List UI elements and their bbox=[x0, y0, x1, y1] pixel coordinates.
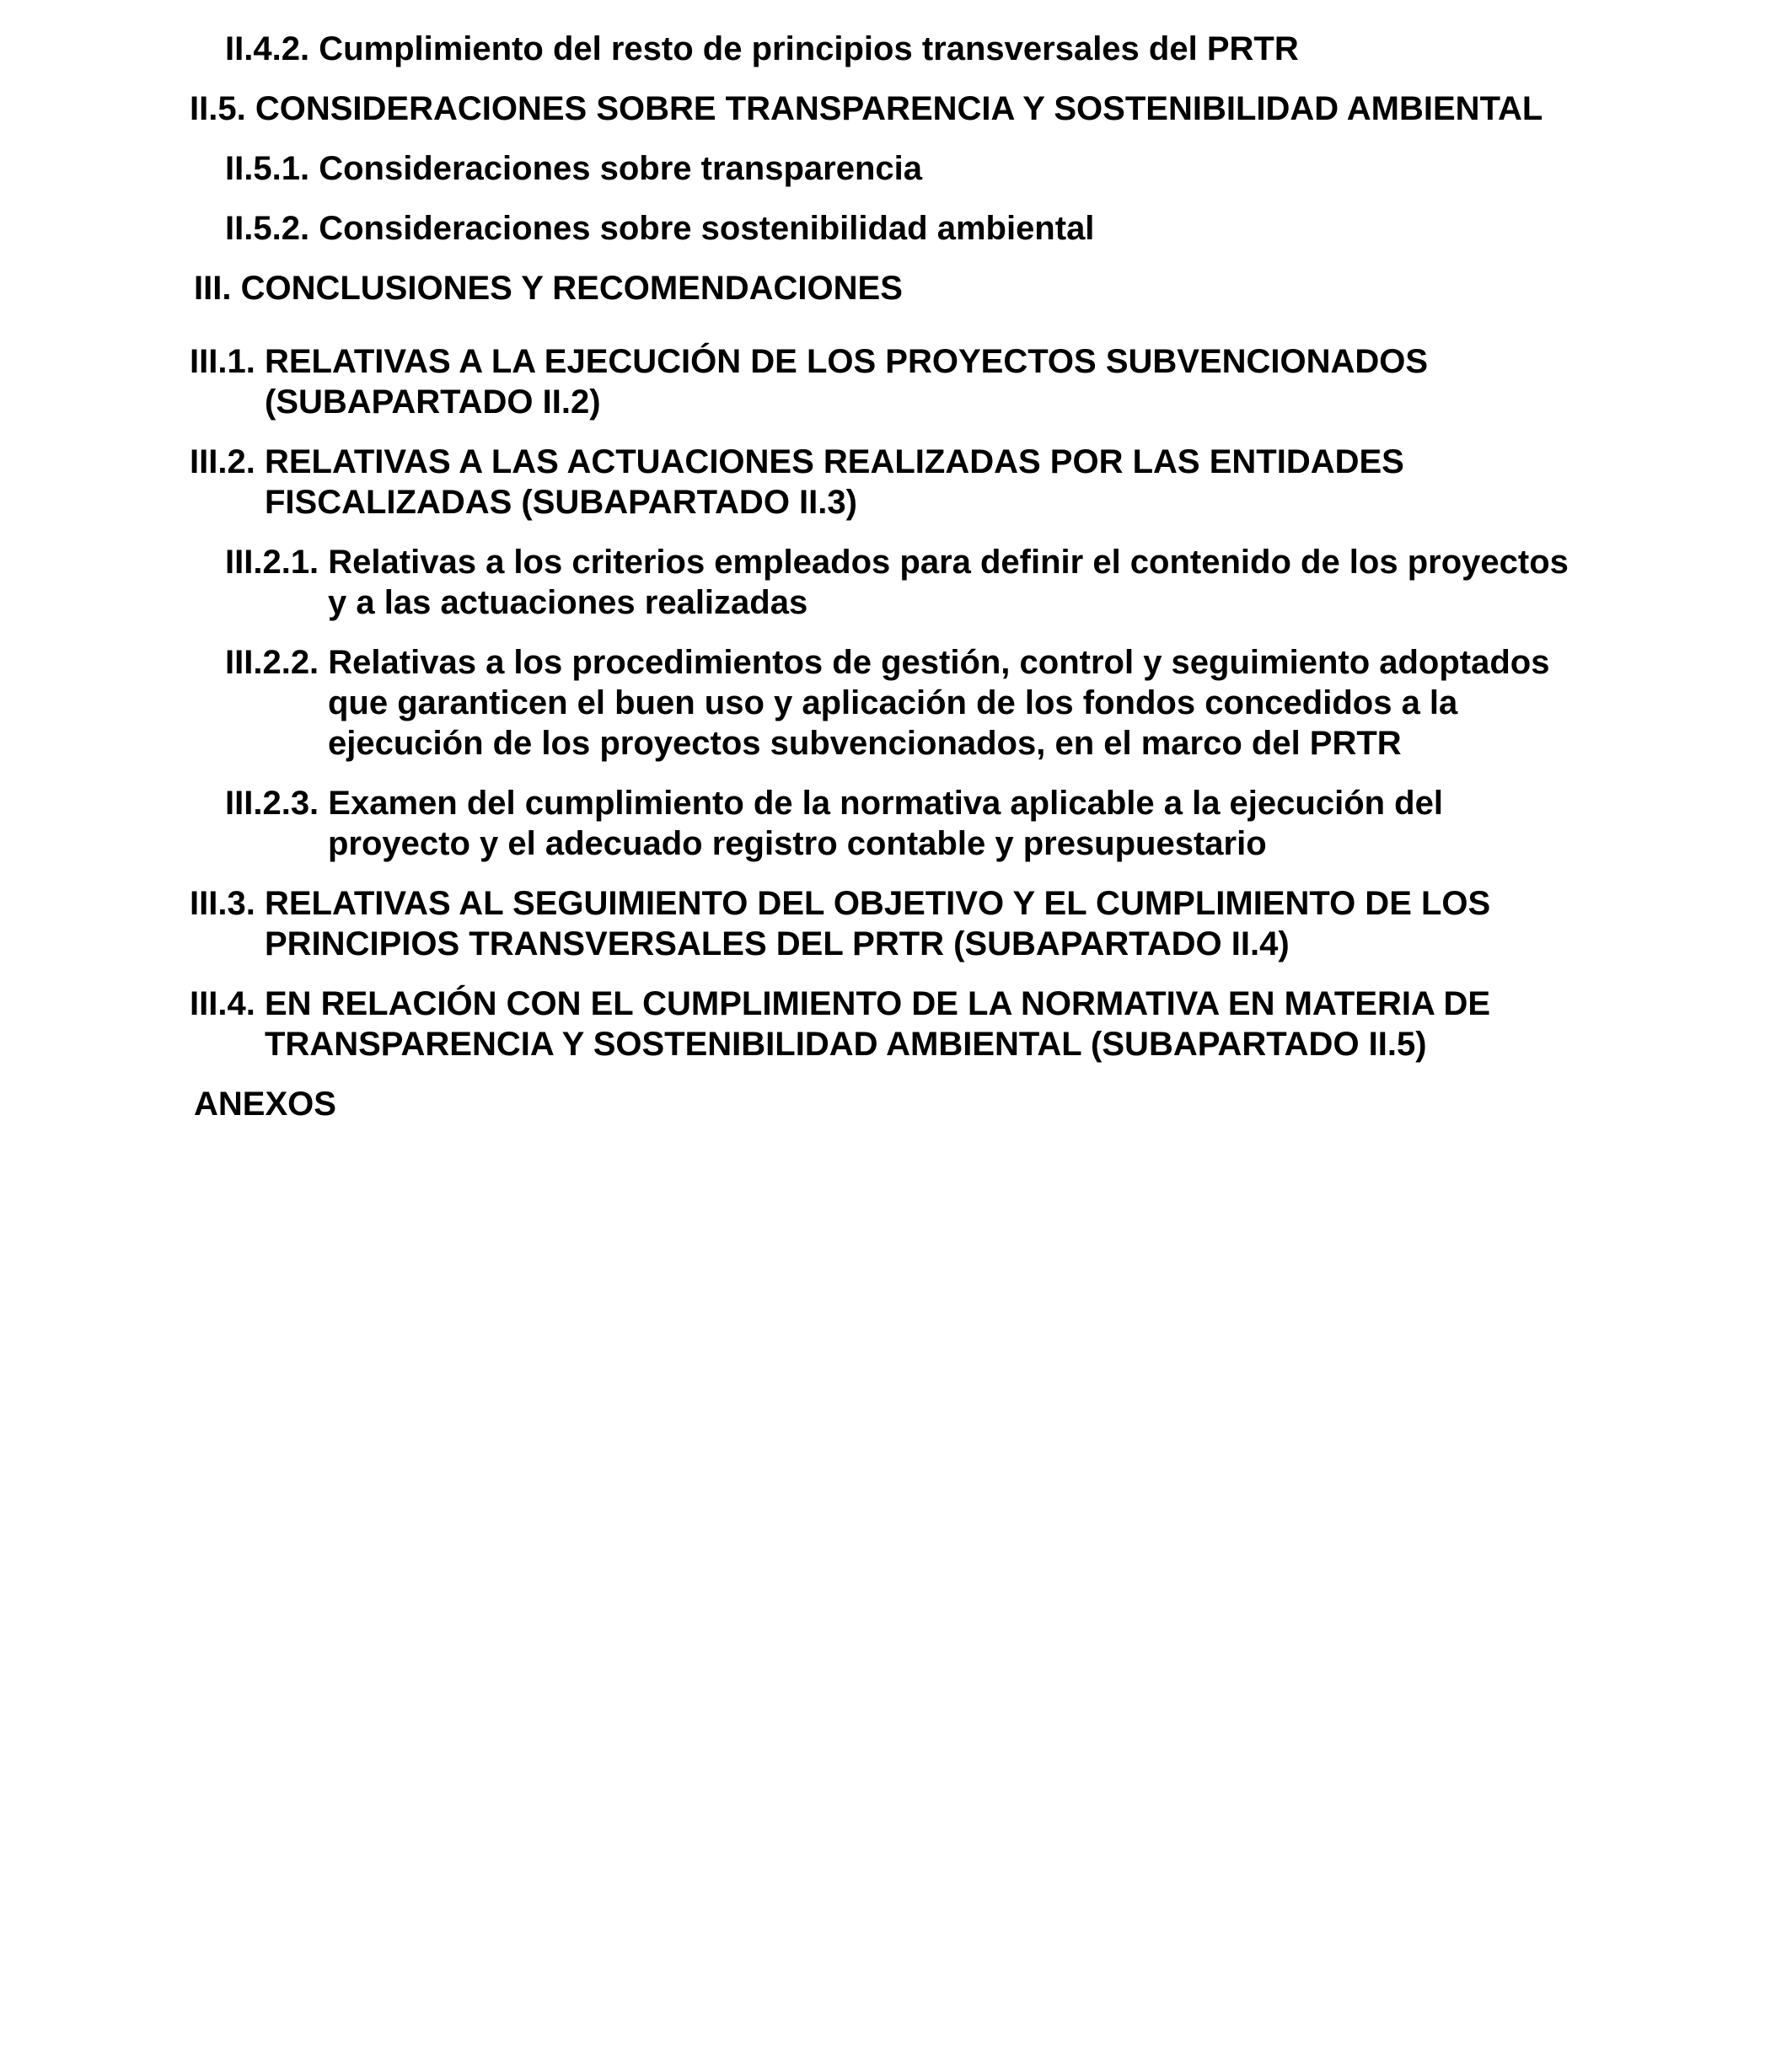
entry-number: III.3. bbox=[190, 885, 255, 922]
entry-text: Relativas a los criterios empleados para definir el contenido de los proyectos bbox=[328, 544, 1569, 581]
entry-continuation-line bbox=[225, 823, 1792, 864]
toc-entry bbox=[190, 341, 1792, 422]
entry-number: III.2.2. bbox=[225, 644, 319, 681]
entry-text: FISCALIZADAS (SUBAPARTADO II.3) bbox=[265, 484, 857, 521]
entry-number: II.5.2. bbox=[225, 210, 310, 247]
toc-entry bbox=[225, 148, 1792, 189]
entry-first-line bbox=[225, 208, 1792, 249]
entry-text: CONCLUSIONES Y RECOMENDACIONES bbox=[240, 270, 903, 307]
toc-entry bbox=[225, 783, 1792, 864]
entry-first-line bbox=[225, 29, 1792, 69]
entry-number: II.4.2. bbox=[225, 30, 310, 67]
entry-text: proyecto y el adecuado registro contable y presupuestario bbox=[328, 825, 1267, 862]
entry-first-line bbox=[225, 642, 1792, 683]
entry-text: Relativas a los procedimientos de gestión, control y seguimiento adoptados bbox=[328, 644, 1550, 681]
toc-entry bbox=[190, 88, 1792, 129]
entry-text: Consideraciones sobre sostenibilidad ambiental bbox=[319, 210, 1095, 247]
toc-entry bbox=[190, 442, 1792, 523]
entry-text: (SUBAPARTADO II.2) bbox=[265, 383, 601, 421]
entry-number: III. bbox=[194, 270, 232, 307]
entry-text: Examen del cumplimiento de la normativa aplicable a la ejecución del bbox=[328, 785, 1443, 822]
table-of-contents bbox=[0, 29, 1792, 1124]
entry-text: ANEXOS bbox=[194, 1086, 336, 1123]
entry-text: Consideraciones sobre transparencia bbox=[319, 150, 923, 187]
entry-text: CONSIDERACIONES SOBRE TRANSPARENCIA Y SOSTENIBILIDAD AMBIENTAL bbox=[255, 90, 1543, 127]
entry-first-line bbox=[190, 984, 1792, 1024]
entry-number: III.4. bbox=[190, 985, 255, 1022]
entry-number: III.2.1. bbox=[225, 544, 319, 581]
entry-number: III.1. bbox=[190, 343, 255, 380]
toc-entry bbox=[225, 208, 1792, 249]
toc-entry bbox=[194, 1084, 1792, 1124]
toc-entry bbox=[225, 29, 1792, 69]
entry-text: y a las actuaciones realizadas bbox=[328, 584, 808, 621]
entry-continuation-line bbox=[190, 1024, 1792, 1064]
entry-first-line bbox=[190, 341, 1792, 382]
entry-text: Cumplimiento del resto de principios transversales del PRTR bbox=[319, 30, 1299, 67]
entry-continuation-line bbox=[225, 723, 1792, 764]
entry-text: TRANSPARENCIA Y SOSTENIBILIDAD AMBIENTAL (SUBAPARTADO II.5) bbox=[265, 1026, 1427, 1063]
entry-number: II.5. bbox=[190, 90, 246, 127]
toc-entry bbox=[194, 268, 1792, 308]
entry-first-line bbox=[190, 442, 1792, 482]
entry-continuation-line bbox=[225, 683, 1792, 723]
entry-continuation-line bbox=[190, 924, 1792, 964]
entry-first-line bbox=[194, 1084, 1792, 1124]
entry-number: III.2.3. bbox=[225, 785, 319, 822]
entry-first-line bbox=[194, 268, 1792, 308]
toc-entry bbox=[225, 642, 1792, 764]
entry-text: RELATIVAS A LAS ACTUACIONES REALIZADAS POR LAS ENTIDADES bbox=[264, 443, 1404, 480]
entry-text: RELATIVAS A LA EJECUCIÓN DE LOS PROYECTOS SUBVENCIONADOS bbox=[264, 343, 1429, 380]
entry-number: III.2. bbox=[190, 443, 255, 480]
entry-first-line bbox=[225, 148, 1792, 189]
entry-text: EN RELACIÓN CON EL CUMPLIMIENTO DE LA NORMATIVA EN MATERIA DE bbox=[264, 985, 1491, 1022]
entry-number: II.5.1. bbox=[225, 150, 310, 187]
toc-entry bbox=[190, 883, 1792, 964]
entry-continuation-line bbox=[190, 382, 1792, 422]
entry-text: RELATIVAS AL SEGUIMIENTO DEL OBJETIVO Y EL CUMPLIMIENTO DE LOS bbox=[264, 885, 1491, 922]
entry-text: PRINCIPIOS TRANSVERSALES DEL PRTR (SUBAPARTADO II.4) bbox=[265, 925, 1290, 962]
entry-first-line bbox=[225, 542, 1792, 582]
entry-continuation-line bbox=[225, 582, 1792, 623]
entry-first-line bbox=[190, 883, 1792, 924]
toc-entry bbox=[225, 542, 1792, 623]
entry-text: que garanticen el buen uso y aplicación de los fondos concedidos a la bbox=[328, 684, 1458, 721]
toc-entry bbox=[190, 984, 1792, 1064]
entry-text: ejecución de los proyectos subvencionados, en el marco del PRTR bbox=[328, 725, 1402, 762]
entry-first-line bbox=[190, 88, 1792, 129]
entry-first-line bbox=[225, 783, 1792, 823]
entry-continuation-line bbox=[190, 482, 1792, 523]
